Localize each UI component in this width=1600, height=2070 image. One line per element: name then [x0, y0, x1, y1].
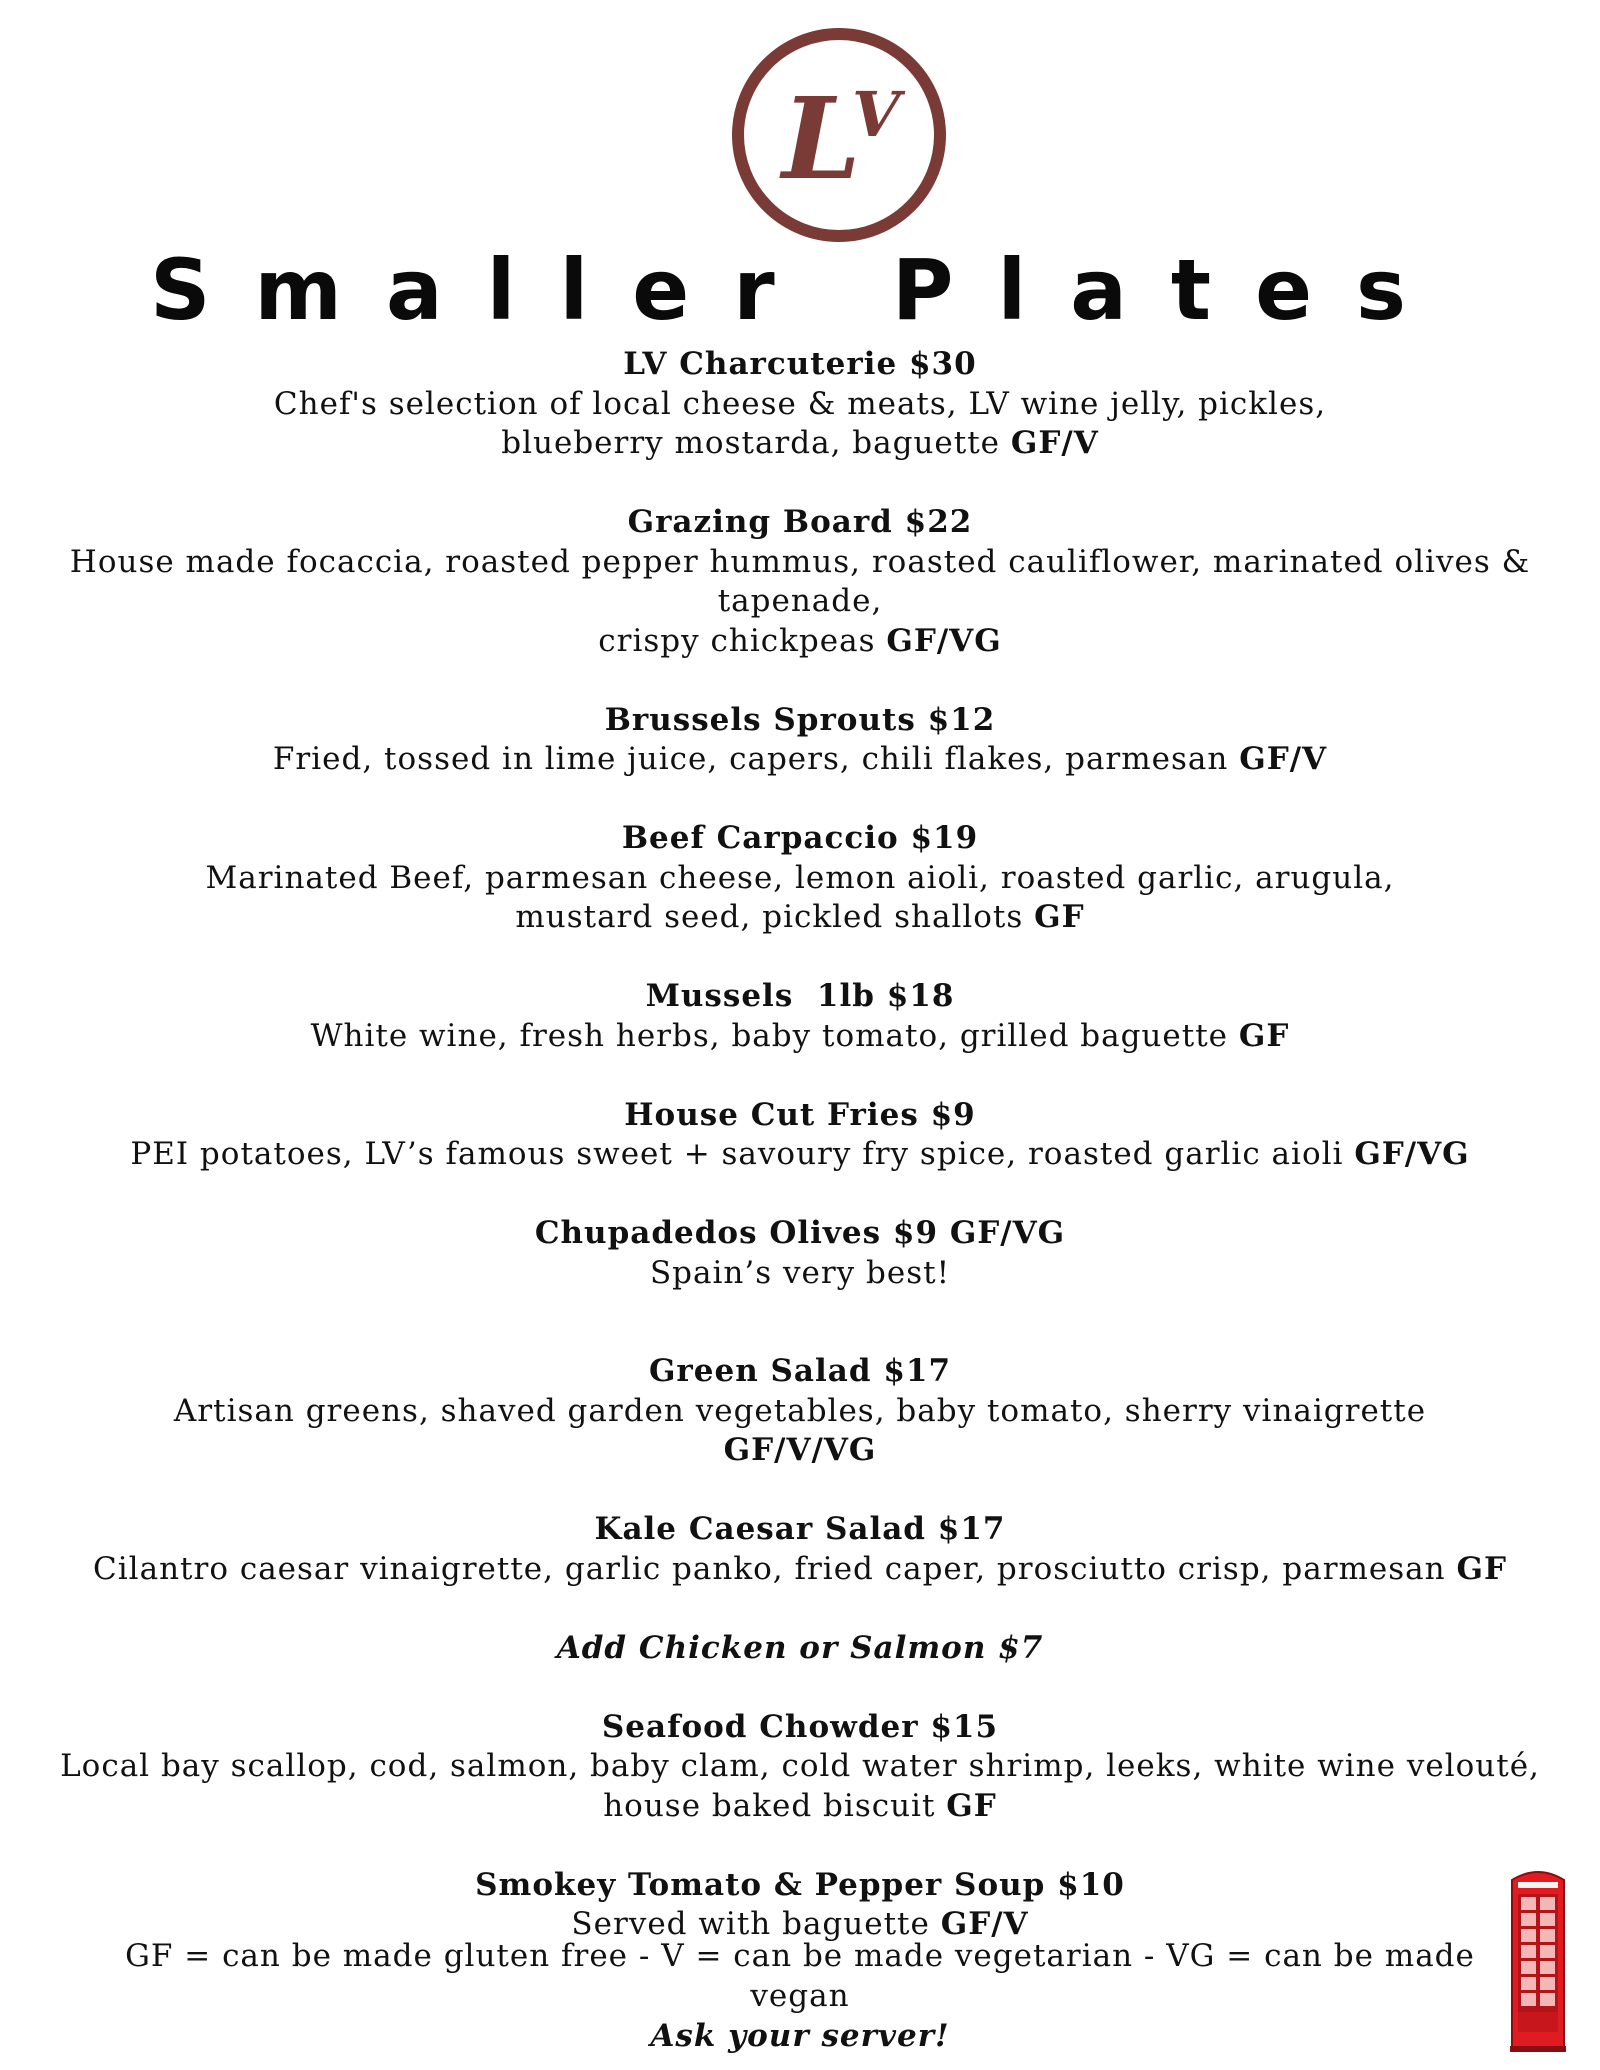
menu-item-description: Served with baguette GF/V: [571, 1906, 1029, 1942]
menu-item-description: Fried, tossed in lime juice, capers, chili flakes, parmesan GF/V: [272, 741, 1328, 777]
diet-tag: GF: [1456, 1550, 1507, 1587]
menu-item-name: Brussels Sprouts $12: [604, 701, 996, 738]
menu-item-description: crispy chickpeas GF/VG: [598, 622, 1002, 659]
menu-item: [0, 819, 1600, 938]
menu-item: [0, 1214, 1600, 1293]
menu-list: [0, 345, 1600, 1945]
menu-item: [0, 503, 1600, 661]
phone-booth-icon: [1506, 1866, 1570, 2052]
diet-tag: GF: [1034, 899, 1085, 935]
menu-item-description: White wine, fresh herbs, baby tomato, grilled baguette GF: [310, 1017, 1290, 1054]
menu-item-name: Grazing Board $22: [627, 504, 973, 540]
page-title: Smaller Plates: [149, 241, 1451, 339]
menu-item-name: Green Salad $17: [648, 1353, 952, 1389]
menu-item: [0, 1096, 1600, 1175]
legend-text: GF = can be made gluten free - V = can be made vegetarian - VG = can be made vegan: [125, 1938, 1475, 2014]
menu-item-description: Spain’s very best!: [649, 1254, 951, 1291]
menu-item-description: Chef's selection of local cheese & meats, LV wine jelly, pickles,: [273, 385, 1327, 422]
diet-tag: GF: [946, 1787, 997, 1824]
logo-letter-l: L: [782, 74, 861, 205]
diet-tag: GF/V: [940, 1906, 1029, 1942]
menu-item: [0, 1352, 1600, 1471]
menu-item: [0, 1510, 1600, 1589]
menu-item-description: House made focaccia, roasted pepper hummus, roasted cauliflower, marinated olives & tapenade,: [69, 543, 1531, 619]
menu-item-description: blueberry mostarda, baguette GF/V: [501, 425, 1099, 461]
diet-legend: [120, 1936, 1480, 2056]
menu-item-name: Smokey Tomato & Pepper Soup $10: [475, 1866, 1125, 1903]
menu-item: [0, 701, 1600, 780]
menu-item-name: Chupadedos Olives $9 GF/VG: [534, 1215, 1066, 1251]
diet-tag: GF/VG: [886, 622, 1002, 659]
lv-logo: [730, 26, 948, 244]
menu-item-name: Beef Carpaccio $19: [621, 820, 979, 856]
menu-item-description: Cilantro caesar vinaigrette, garlic panko, fried caper, prosciutto crisp, parmesan GF: [93, 1550, 1507, 1587]
diet-tag: GF/V: [1239, 741, 1328, 777]
add-protein-note: Add Chicken or Salmon $7: [556, 1629, 1044, 1666]
diet-tag: GF/V: [1010, 425, 1099, 461]
logo-letter-v: V: [852, 78, 901, 151]
menu-item-description: Artisan greens, shaved garden vegetables, baby tomato, sherry vinaigrette: [173, 1392, 1427, 1429]
menu-item-name: House Cut Fries $9: [624, 1096, 976, 1133]
menu-item-name: LV Charcuterie $30: [623, 346, 977, 382]
menu-item-description: mustard seed, pickled shallots GF: [515, 899, 1085, 935]
menu-item-description: Local bay scallop, cod, salmon, baby clam, cold water shrimp, leeks, white wine velouté,: [60, 1748, 1540, 1784]
menu-item-name: Mussels 1lb $18: [645, 978, 955, 1014]
diet-tag: GF/V/VG: [723, 1432, 877, 1468]
menu-item-description: Marinated Beef, parmesan cheese, lemon aioli, roasted garlic, arugula,: [205, 859, 1395, 896]
ask-server-note: Ask your server!: [650, 2018, 950, 2054]
menu-item-description: PEI potatoes, LV’s famous sweet + savoury fry spice, roasted garlic aioli GF/VG: [130, 1136, 1470, 1172]
menu-item-name: Kale Caesar Salad $17: [594, 1511, 1006, 1547]
diet-tag: GF: [1238, 1017, 1290, 1054]
menu-item: [0, 1866, 1600, 1945]
menu-item: [0, 977, 1600, 1056]
diet-tag: GF/VG: [1354, 1136, 1470, 1172]
menu-item-name: Seafood Chowder $15: [601, 1708, 999, 1745]
menu-item-description: house baked biscuit GF: [603, 1787, 997, 1824]
menu-item: [0, 345, 1600, 464]
menu-item: [0, 1708, 1600, 1827]
